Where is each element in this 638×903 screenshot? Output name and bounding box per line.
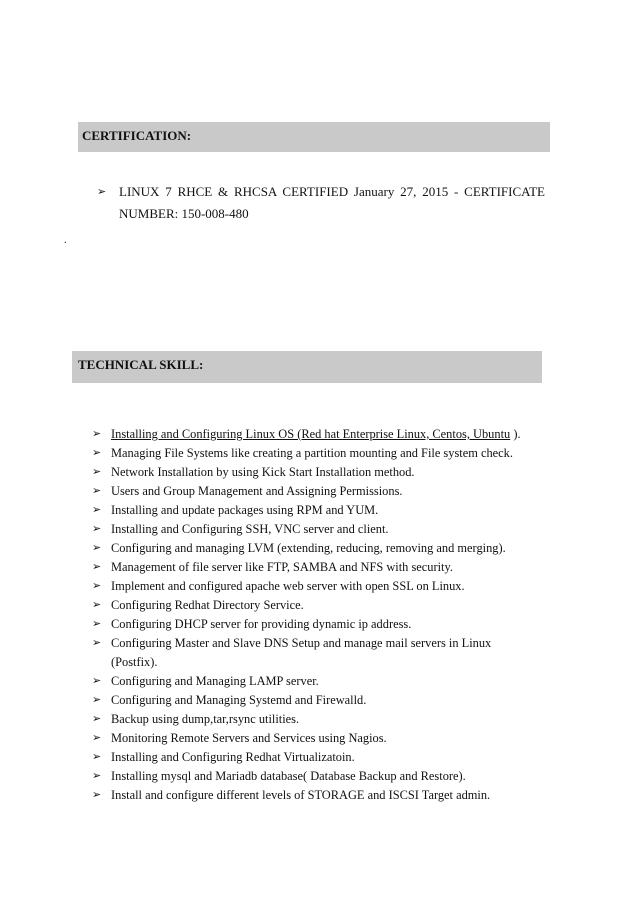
arrow-bullet-icon: ➢ [92,466,102,478]
arrow-bullet-icon: ➢ [92,770,102,782]
skill-item [92,748,562,767]
skill-item-text: Installing mysql and Mariadb database( Database Backup and Restore). [111,769,466,783]
arrow-bullet-icon: ➢ [92,523,102,535]
skill-item-text: Install and configure different levels of STORAGE and ISCSI Target admin. [111,788,491,802]
arrow-bullet-icon: ➢ [92,637,102,649]
skill-item-text: Configuring Redhat Directory Service. [111,598,304,612]
skill-item [92,729,562,748]
arrow-bullet-icon: ➢ [92,599,102,611]
arrow-bullet-icon: ➢ [92,713,102,725]
certification-line-2: NUMBER: 150-008-480 [119,206,249,221]
skill-item [92,691,562,710]
skill-item-tail: ). [510,427,521,441]
arrow-bullet-icon: ➢ [92,694,102,706]
skill-item [92,672,562,691]
certification-item-text [119,181,545,225]
certification-item [97,181,545,225]
arrow-bullet-icon: ➢ [92,618,102,630]
skill-item-text: Configuring and Managing Systemd and Firewalld. [111,693,367,707]
technical-skill-heading [72,351,542,383]
arrow-bullet-icon: ➢ [92,542,102,554]
stray-dot: . [64,235,67,246]
skill-item [92,767,562,786]
skill-item-text: Monitoring Remote Servers and Services using Nagios. [111,731,387,745]
arrow-bullet-icon: ➢ [92,675,102,687]
arrow-bullet-icon: ➢ [92,485,102,497]
skill-item-text: Installing and update packages using RPM and YUM. [111,503,379,517]
skill-item-text: Configuring Master and Slave DNS Setup and manage mail servers in Linux (Postfix). [111,636,492,669]
skill-item [92,634,562,672]
skill-item-text: Installing and Configuring Redhat Virtualizatoin. [111,750,355,764]
skill-item-text: Installing and Configuring SSH, VNC server and client. [111,522,389,536]
arrow-bullet-icon: ➢ [92,561,102,573]
skill-item-text: Configuring and managing LVM (extending, reducing, removing and merging). [111,541,506,555]
skill-item [92,425,562,444]
certification-line-1: LINUX 7 RHCE & RHCSA CERTIFIED January 27, 2015 - CERTIFICATE [119,184,545,199]
skill-item-text: Implement and configured apache web server with open SSL on Linux. [111,579,465,593]
skill-item [92,577,562,596]
skill-item-underlined-text: Installing and Configuring Linux OS (Red hat Enterprise Linux, Centos, Ubuntu [111,427,511,441]
certification-heading [78,122,550,152]
technical-skill-heading-text: TECHNICAL SKILL: [78,357,204,372]
skill-item-text: Managing File Systems like creating a partition mounting and File system check. [111,446,513,460]
skill-item-text: Configuring and Managing LAMP server. [111,674,319,688]
skill-item-text: Management of file server like FTP, SAMBA and NFS with security. [111,560,453,574]
skill-item [92,558,562,577]
skill-item-text: Network Installation by using Kick Start Installation method. [111,465,415,479]
skill-item [92,520,562,539]
skill-item [92,463,562,482]
skill-item [92,786,562,805]
arrow-bullet-icon: ➢ [97,186,107,198]
skill-item-text: Backup using dump,tar,rsync utilities. [111,712,300,726]
skill-item [92,596,562,615]
arrow-bullet-icon: ➢ [92,580,102,592]
skill-item [92,501,562,520]
arrow-bullet-icon: ➢ [92,447,102,459]
arrow-bullet-icon: ➢ [92,732,102,744]
skill-item [92,444,562,463]
skill-item [92,539,562,558]
arrow-bullet-icon: ➢ [92,504,102,516]
skill-item-text: Users and Group Management and Assigning Permissions. [111,484,403,498]
skill-item [92,482,562,501]
arrow-bullet-icon: ➢ [92,789,102,801]
arrow-bullet-icon: ➢ [92,428,102,440]
skill-item [92,710,562,729]
skill-item-text: Configuring DHCP server for providing dynamic ip address. [111,617,412,631]
arrow-bullet-icon: ➢ [92,751,102,763]
certification-heading-text: CERTIFICATION: [82,128,192,143]
skill-item [92,615,562,634]
technical-skill-list [92,425,562,805]
